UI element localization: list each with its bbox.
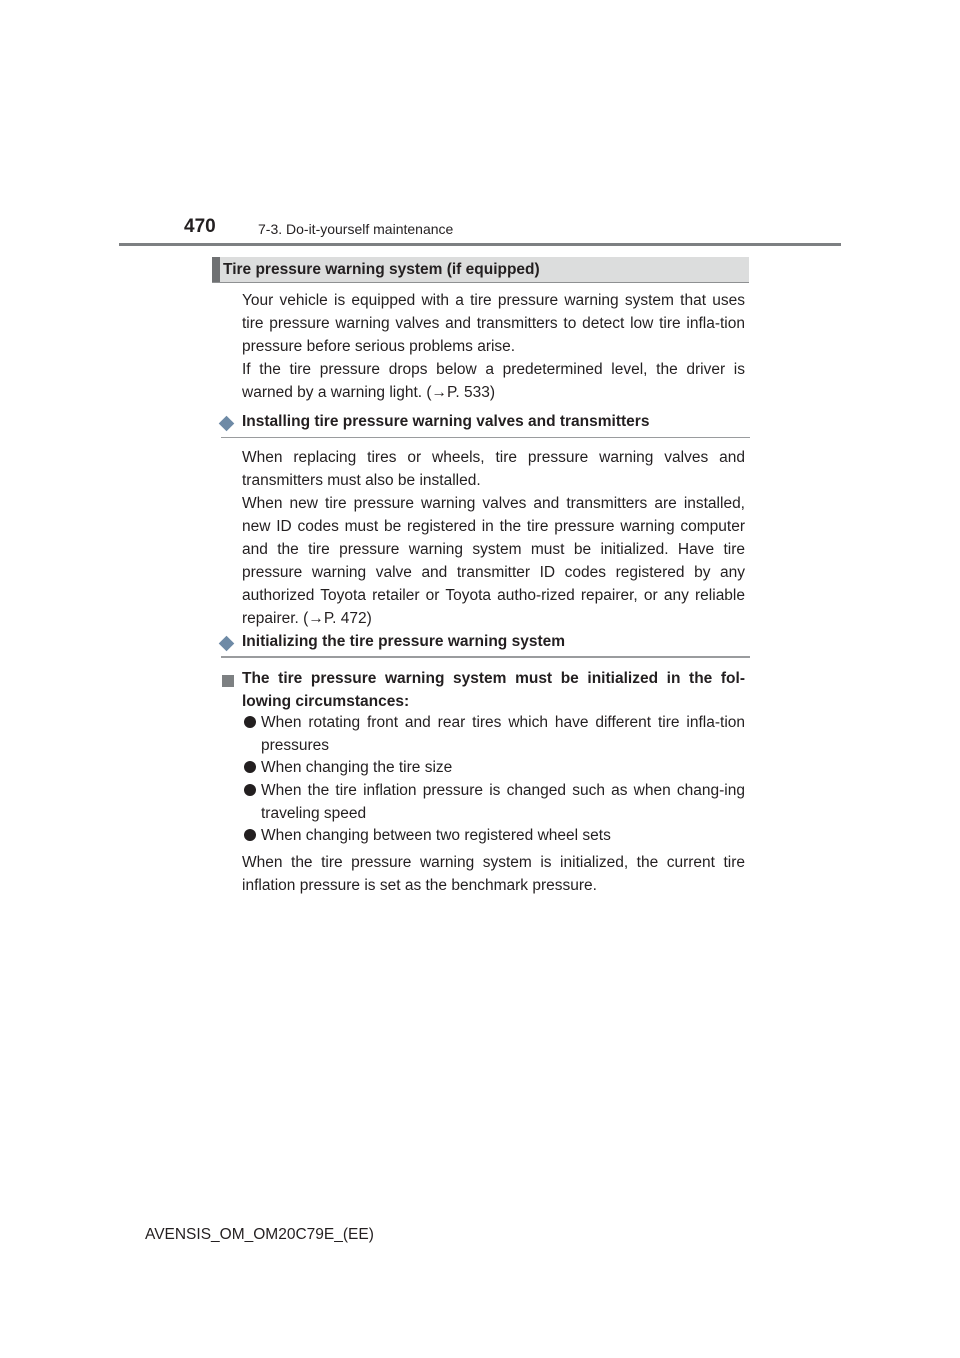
section-heading-accent <box>212 257 220 282</box>
closing-paragraph: When the tire pressure warning system is initialized, the current tire inflation pressure is set as the benchmark pressure. <box>242 854 745 894</box>
subsection-heading-installing <box>221 413 750 438</box>
header-divider <box>119 243 841 246</box>
list-item-text: When rotating front and rear tires which have different tire infla-tion pressures <box>261 714 745 754</box>
installing-paragraph-1: When replacing tires or wheels, tire pressure warning valves and transmitters must also be installed. <box>242 449 745 489</box>
condition-label: The tire pressure warning system must be initialized in the fol-lowing circumstances: <box>242 670 745 710</box>
intro-paragraph-2: If the tire pressure drops below a predetermined level, the driver is warned by a warning light. (→P. 533) <box>242 361 745 401</box>
list-item-text: When changing between two registered wheel sets <box>261 827 611 844</box>
round-bullet-icon <box>244 784 256 796</box>
chapter-title: 7-3. Do-it-yourself maintenance <box>258 221 454 237</box>
diamond-bullet-icon <box>219 636 235 652</box>
round-bullet-icon <box>244 829 256 841</box>
round-bullet-icon <box>244 761 256 773</box>
condition-divider <box>221 656 750 657</box>
diamond-bullet-icon <box>219 416 235 432</box>
round-bullet-icon <box>244 716 256 728</box>
installing-paragraph-2: When new tire pressure warning valves and transmitters are installed, new ID codes must be registered in the tire pressure warning computer and the tire pressure warning system must be initialized. Have tire pressure warning valve and transmitter ID codes registered by any authorized Toyota retailer or Toyota autho-rized repairer, or any reliable repairer. (→P. 472) <box>242 495 745 627</box>
list-item-text: When the tire inflation pressure is changed such as when chang-ing traveling speed <box>261 782 745 822</box>
page-number: 470 <box>184 216 216 237</box>
section-heading-bar <box>212 257 749 283</box>
subsection-heading-label: Initializing the tire pressure warning system <box>242 633 566 650</box>
intro-paragraph-1: Your vehicle is equipped with a tire pressure warning system that uses tire pressure warning valves and transmitters to detect low tire infla-tion pressure before serious problems arise. <box>242 292 745 355</box>
document-code: AVENSIS_OM_OM20C79E_(EE) <box>145 1226 374 1243</box>
subsection-heading-initializing <box>221 633 750 658</box>
subsection-heading-label: Installing tire pressure warning valves and transmitters <box>242 413 650 430</box>
square-bullet-icon <box>222 675 234 687</box>
list-item-text: When changing the tire size <box>261 759 453 776</box>
section-title: Tire pressure warning system (if equipped) <box>223 261 540 278</box>
